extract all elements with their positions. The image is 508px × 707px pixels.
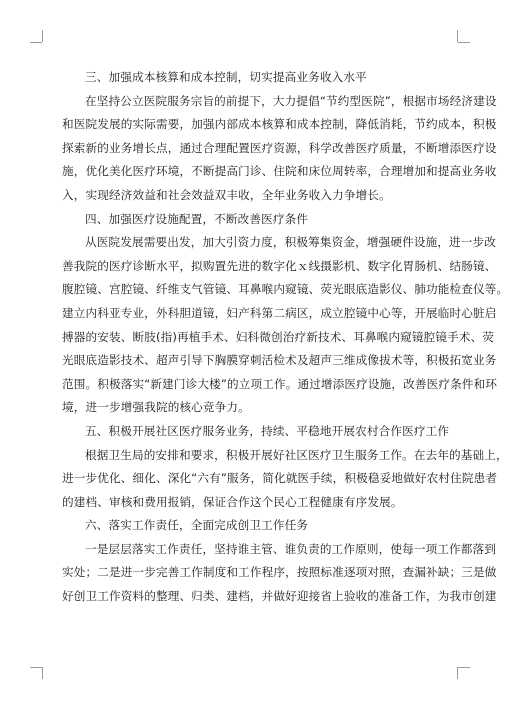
paragraph-line: 施，优化美化医疗环境，不断提高门诊、住院和床位周转率，合理增加和提高业务收 [62, 164, 497, 179]
paragraph-line: 探索新的业务增长点，通过合理配置医疗资源，科学改善医疗质量，不断增添医疗设 [62, 140, 497, 155]
paragraph-line: 实处；二是进一步完善工作制度和工作程序，按照标准逐项对照，查漏补缺；三是做 [62, 565, 497, 580]
crop-mark-bottom-right-v [457, 667, 458, 679]
paragraph-line: 腹腔镜、宫腔镜、纤维支气管镜、耳鼻喉内窥镜、荧光眼底造影仪、肺功能检查仪等。 [62, 282, 508, 297]
paragraph-line: 入，实现经济效益和社会效益双丰收，全年业务收入力争增长。 [62, 187, 391, 202]
crop-mark-top-right-v [457, 30, 458, 42]
paragraph-line: 根据卫生局的安排和要求，积极开展好社区医疗卫生服务工作。在去年的基础上， [85, 447, 508, 462]
paragraph-line: 一是层层落实工作责任，坚持谁主管、谁负责的工作原则，使每一项工作都落到 [85, 541, 497, 556]
crop-mark-bottom-right-h [458, 667, 470, 668]
crop-mark-bottom-left-v [42, 667, 43, 679]
crop-mark-top-left-v [42, 30, 43, 42]
paragraph-line: 境，进一步增强我院的核心竞争力。 [62, 400, 250, 415]
paragraph-line: 范围。积极落实“新建门诊大楼”的立项工作。通过增添医疗设施，改善医疗条件和环 [62, 376, 498, 391]
section-heading: 六、落实工作责任，全面完成创卫工作任务 [85, 518, 309, 533]
paragraph-line: 在坚持公立医院服务宗旨的前提下，大力提倡“节约型医院”，根据市场经济建设 [85, 93, 497, 108]
section-heading: 四、加强医疗设施配置，不断改善医疗条件 [85, 211, 309, 226]
document-body [62, 66, 508, 609]
section-heading: 三、加强成本核算和成本控制，切实提高业务收入水平 [85, 70, 367, 84]
paragraph-line: 好创卫工作资料的整理、归类、建档，并做好迎接省上验收的准备工作，为我市创建 [62, 589, 497, 604]
paragraph-line: 光眼底造影技术、超声引导下胸膜穿刺活检术及超声三维成像拔术等，积极拓宽业务 [62, 353, 497, 368]
paragraph-line: 的建档、审核和费用报销，保证合作这个民心工程健康有序发展。 [62, 494, 403, 509]
paragraph-line: 搏器的安装、断肢(指)再植手术、妇科微创治疗新技术、耳鼻喉内窥镜腔镜手术、荧 [62, 329, 495, 344]
paragraph-line: 从医院发展需要出发，加大引资力度，积极筹集资金，增强硬件设施，进一步改 [85, 235, 497, 250]
crop-mark-top-right-h [458, 42, 470, 43]
paragraph-line: 进一步优化、细化、深化“六有”服务，简化就医手续，积极稳妥地做好农村住院患者 [62, 471, 498, 486]
paragraph-line: 善我院的医疗诊断水平，拟购置先进的数字化ｘ线摄影机、数字化胃肠机、结肠镜、 [62, 258, 497, 273]
crop-mark-top-left-h [30, 42, 42, 43]
paragraph-line: 和医院发展的实际需要，加强内部成本核算和成本控制，降低消耗，节约成本，积极 [62, 117, 497, 132]
crop-mark-bottom-left-h [30, 667, 42, 668]
section-heading: 五、积极开展社区医疗服务业务，持续、平稳地开展农村合作医疗工作 [85, 423, 450, 438]
paragraph-line: 建立内科亚专业，外科胆道镜，妇产科第二病区，成立腔镜中心等，开展临时心脏启 [62, 305, 497, 320]
